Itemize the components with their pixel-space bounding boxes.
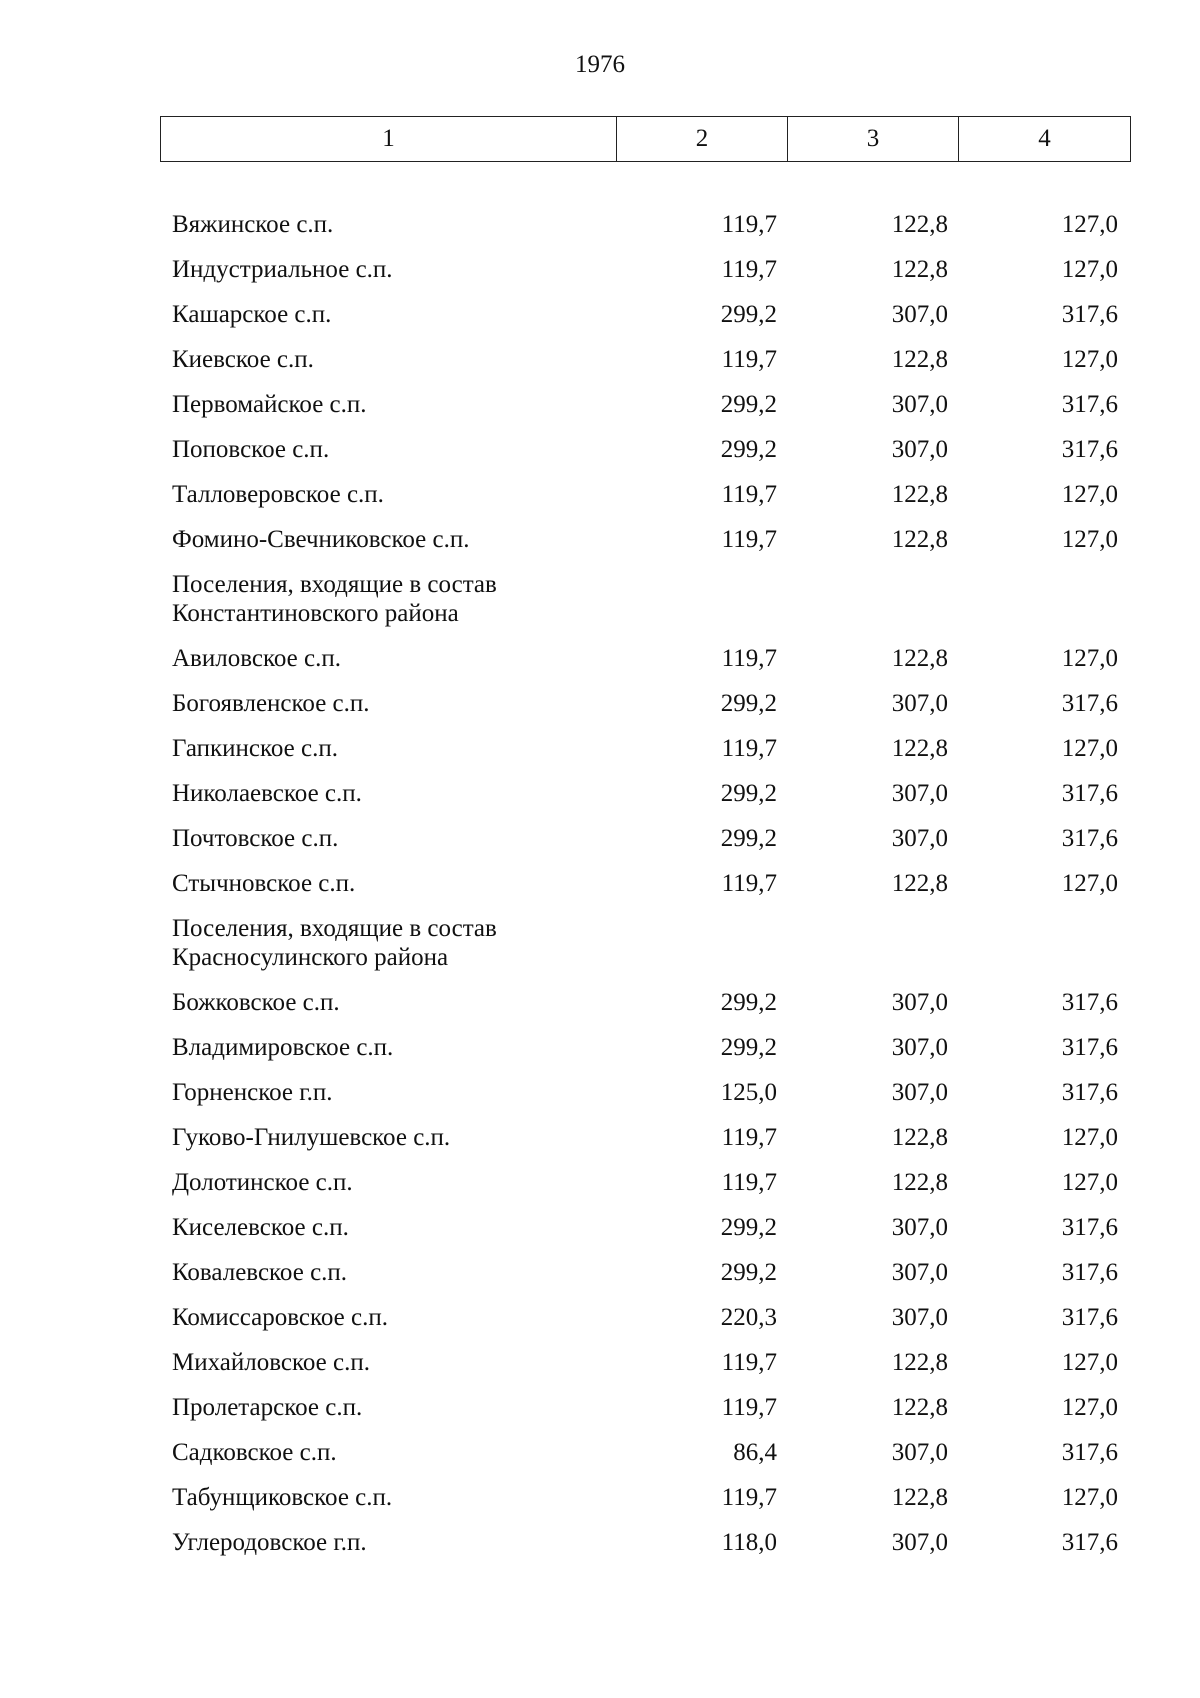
- table-row: [160, 869, 1130, 914]
- table-row: [160, 210, 1130, 255]
- group-heading-line-1: Поселения, входящие в состав: [172, 571, 497, 598]
- settlement-name: Стычновское с.п.: [172, 870, 356, 897]
- value-col-3: 307,0: [891, 1259, 948, 1286]
- settlement-name: Ковалевское с.п.: [172, 1259, 348, 1286]
- page-number: 1976: [575, 51, 625, 78]
- settlement-name: Индустриальное с.п.: [172, 256, 393, 283]
- value-col-2: 220,3: [720, 1304, 777, 1331]
- table-row: [160, 480, 1130, 525]
- table-row: [160, 734, 1130, 779]
- value-col-3: 122,8: [891, 346, 948, 373]
- settlement-name: Пролетарское с.п.: [172, 1394, 363, 1421]
- table-row: [160, 1393, 1130, 1438]
- value-col-2: 119,7: [721, 1394, 777, 1421]
- value-col-2: 119,7: [721, 481, 777, 508]
- value-col-2: 119,7: [721, 1484, 777, 1511]
- settlement-name: Авиловское с.п.: [172, 645, 341, 672]
- column-header-2: 2: [617, 117, 788, 162]
- settlement-name: Гапкинское с.п.: [172, 735, 338, 762]
- table-row: [160, 1033, 1130, 1078]
- value-col-3: 122,8: [891, 526, 948, 553]
- table-row: [160, 1123, 1130, 1168]
- settlement-name: Углеродовское г.п.: [172, 1529, 367, 1556]
- value-col-4: 317,6: [1061, 1304, 1118, 1331]
- column-header-table: [160, 116, 1131, 162]
- settlement-name: Садковское с.п.: [172, 1439, 337, 1466]
- table-row: [160, 255, 1130, 300]
- value-col-3: 122,8: [891, 1169, 948, 1196]
- value-col-4: 127,0: [1061, 870, 1118, 897]
- column-header-1: 1: [161, 117, 617, 162]
- value-col-2: 299,2: [720, 301, 777, 328]
- settlement-name: Поповское с.п.: [172, 436, 330, 463]
- table-row: [160, 1258, 1130, 1303]
- settlement-name: Киевское с.п.: [172, 346, 314, 373]
- value-col-2: 119,7: [721, 1169, 777, 1196]
- value-col-4: 317,6: [1061, 690, 1118, 717]
- value-col-4: 317,6: [1061, 301, 1118, 328]
- value-col-4: 317,6: [1061, 1439, 1118, 1466]
- value-col-4: 317,6: [1061, 1034, 1118, 1061]
- value-col-2: 86,4: [733, 1439, 777, 1466]
- settlement-name: Почтовское с.п.: [172, 825, 339, 852]
- table-row: [160, 779, 1130, 824]
- value-col-3: 122,8: [891, 1484, 948, 1511]
- table-row: [160, 644, 1130, 689]
- table-row: [160, 824, 1130, 869]
- settlement-name: Николаевское с.п.: [172, 780, 362, 807]
- value-col-2: 119,7: [721, 1349, 777, 1376]
- value-col-4: 127,0: [1061, 211, 1118, 238]
- value-col-3: 307,0: [891, 1304, 948, 1331]
- value-col-3: 122,8: [891, 1124, 948, 1151]
- value-col-4: 127,0: [1061, 1484, 1118, 1511]
- value-col-4: 127,0: [1061, 735, 1118, 762]
- value-col-4: 127,0: [1061, 526, 1118, 553]
- table-row: [160, 1348, 1130, 1393]
- value-col-2: 119,7: [721, 735, 777, 762]
- settlement-name: Михайловское с.п.: [172, 1349, 370, 1376]
- table-row: [160, 1438, 1130, 1483]
- value-col-4: 127,0: [1061, 346, 1118, 373]
- column-header-row: [161, 117, 1131, 162]
- value-col-2: 119,7: [721, 1124, 777, 1151]
- value-col-4: 317,6: [1061, 1529, 1118, 1556]
- group-heading-line-1: Поселения, входящие в состав: [172, 915, 497, 942]
- value-col-2: 299,2: [720, 391, 777, 418]
- table-row: [160, 435, 1130, 480]
- group-heading: [160, 570, 1130, 644]
- value-col-2: 299,2: [720, 780, 777, 807]
- table-row: [160, 1528, 1130, 1573]
- value-col-4: 127,0: [1061, 1394, 1118, 1421]
- table-row: [160, 300, 1130, 345]
- settlement-name: Гуково-Гнилушевское с.п.: [172, 1124, 451, 1151]
- value-col-3: 122,8: [891, 1349, 948, 1376]
- table-row: [160, 1483, 1130, 1528]
- value-col-4: 317,6: [1061, 780, 1118, 807]
- value-col-4: 317,6: [1061, 1259, 1118, 1286]
- settlement-name: Божковское с.п.: [172, 989, 340, 1016]
- table-row: [160, 1213, 1130, 1258]
- value-col-2: 299,2: [720, 989, 777, 1016]
- settlement-name: Вяжинское с.п.: [172, 211, 334, 238]
- settlement-name: Кашарское с.п.: [172, 301, 332, 328]
- value-col-2: 119,7: [721, 211, 777, 238]
- group-heading-line-2: Красносулинского района: [172, 944, 449, 971]
- table-row: [160, 390, 1130, 435]
- settlement-name: Богоявленское с.п.: [172, 690, 370, 717]
- value-col-2: 299,2: [720, 1034, 777, 1061]
- value-col-4: 317,6: [1061, 989, 1118, 1016]
- settlement-name: Горненское г.п.: [172, 1079, 333, 1106]
- value-col-3: 122,8: [891, 645, 948, 672]
- value-col-2: 299,2: [720, 1214, 777, 1241]
- value-col-2: 119,7: [721, 870, 777, 897]
- settlement-name: Владимировское с.п.: [172, 1034, 394, 1061]
- value-col-4: 317,6: [1061, 1214, 1118, 1241]
- value-col-3: 122,8: [891, 481, 948, 508]
- settlements-table-body: [160, 210, 1130, 1573]
- value-col-2: 299,2: [720, 825, 777, 852]
- value-col-4: 127,0: [1061, 481, 1118, 508]
- value-col-4: 127,0: [1061, 1124, 1118, 1151]
- value-col-4: 127,0: [1061, 256, 1118, 283]
- value-col-3: 122,8: [891, 211, 948, 238]
- column-header-4: 4: [959, 117, 1131, 162]
- value-col-2: 299,2: [720, 1259, 777, 1286]
- value-col-3: 307,0: [891, 690, 948, 717]
- column-header-3: 3: [788, 117, 959, 162]
- value-col-3: 122,8: [891, 735, 948, 762]
- value-col-3: 122,8: [891, 870, 948, 897]
- value-col-3: 307,0: [891, 825, 948, 852]
- value-col-3: 122,8: [891, 1394, 948, 1421]
- value-col-3: 122,8: [891, 256, 948, 283]
- value-col-4: 317,6: [1061, 391, 1118, 418]
- settlement-name: Долотинское с.п.: [172, 1169, 353, 1196]
- value-col-4: 127,0: [1061, 645, 1118, 672]
- value-col-4: 317,6: [1061, 1079, 1118, 1106]
- value-col-3: 307,0: [891, 989, 948, 1016]
- value-col-3: 307,0: [891, 436, 948, 463]
- value-col-3: 307,0: [891, 1214, 948, 1241]
- value-col-2: 119,7: [721, 256, 777, 283]
- value-col-2: 119,7: [721, 645, 777, 672]
- settlement-name: Табунщиковское с.п.: [172, 1484, 393, 1511]
- group-heading: [160, 914, 1130, 988]
- value-col-3: 307,0: [891, 301, 948, 328]
- value-col-2: 118,0: [721, 1529, 777, 1556]
- value-col-2: 119,7: [721, 346, 777, 373]
- settlement-name: Первомайское с.п.: [172, 391, 367, 418]
- value-col-4: 317,6: [1061, 825, 1118, 852]
- value-col-3: 307,0: [891, 1079, 948, 1106]
- value-col-4: 127,0: [1061, 1169, 1118, 1196]
- table-row: [160, 689, 1130, 734]
- table-row: [160, 1078, 1130, 1123]
- value-col-3: 307,0: [891, 1034, 948, 1061]
- value-col-3: 307,0: [891, 391, 948, 418]
- value-col-2: 299,2: [720, 436, 777, 463]
- table-row: [160, 525, 1130, 570]
- value-col-3: 307,0: [891, 1439, 948, 1466]
- table-row: [160, 1303, 1130, 1348]
- settlement-name: Талловеровское с.п.: [172, 481, 384, 508]
- group-heading-line-2: Константиновского района: [172, 600, 459, 627]
- table-row: [160, 988, 1130, 1033]
- value-col-4: 127,0: [1061, 1349, 1118, 1376]
- settlement-name: Комиссаровское с.п.: [172, 1304, 389, 1331]
- value-col-2: 119,7: [721, 526, 777, 553]
- table-row: [160, 345, 1130, 390]
- value-col-3: 307,0: [891, 780, 948, 807]
- value-col-3: 307,0: [891, 1529, 948, 1556]
- value-col-4: 317,6: [1061, 436, 1118, 463]
- table-row: [160, 1168, 1130, 1213]
- value-col-2: 299,2: [720, 690, 777, 717]
- settlement-name: Киселевское с.п.: [172, 1214, 349, 1241]
- settlement-name: Фомино-Свечниковское с.п.: [172, 526, 470, 553]
- value-col-2: 125,0: [720, 1079, 777, 1106]
